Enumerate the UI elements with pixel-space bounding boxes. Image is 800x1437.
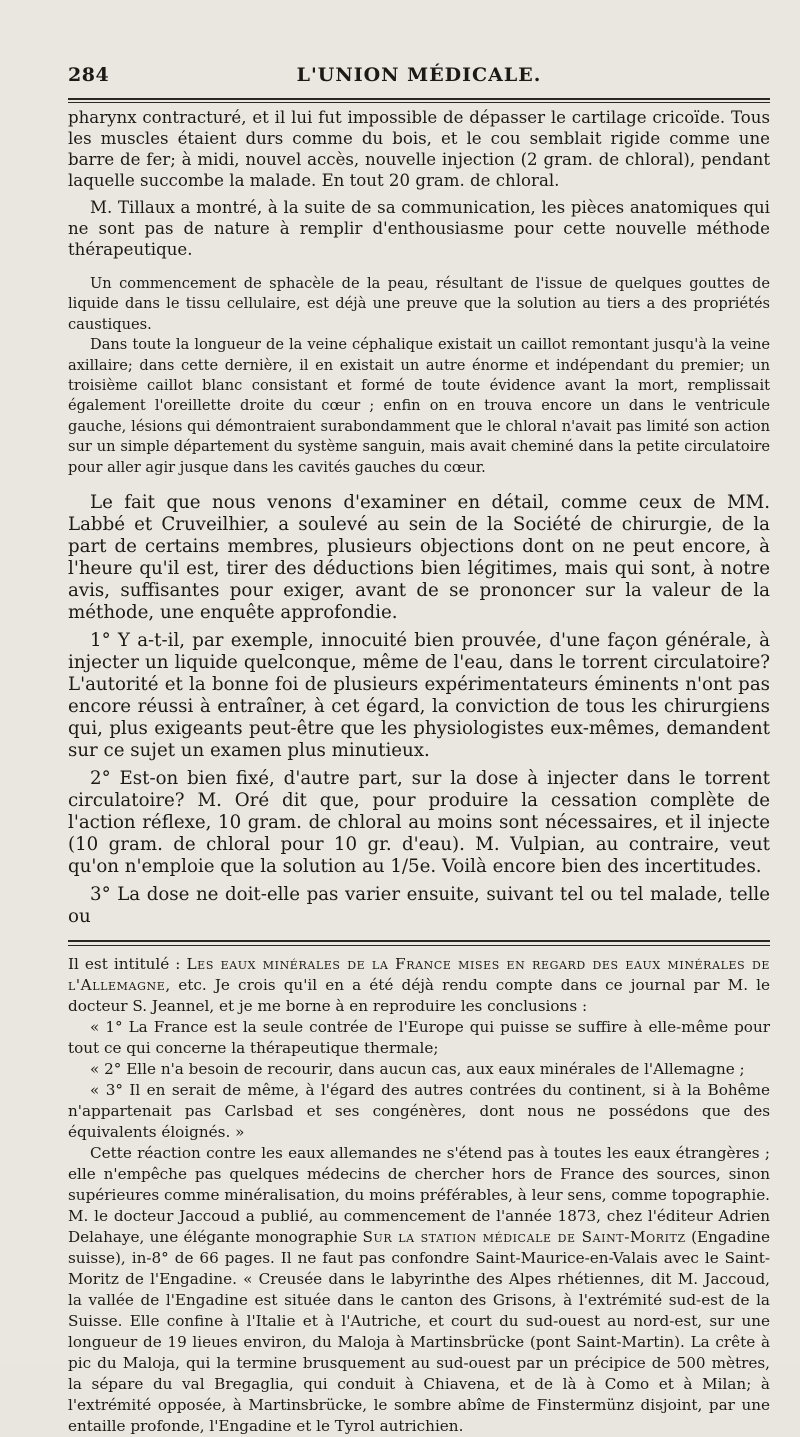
paragraph: 2° Est-on bien fixé, d'autre part, sur la dose à injecter dans le torrent circulatoire? M. Oré dit que, pour produire la cessation complète de l'action réflexe, 10 gram. de chloral au moins sont nécessaires, et il injecte (10 gram. de chloral pour 10 gr. d'eau). M. Vulpian, au contraire, veut qu'on n'emploie que la solution au 1/5e. Voilà encore bien des incertitudes. (68, 768, 770, 878)
quote-line: « 1° La France est la seule contrée de l'Europe qui puisse se suffire à elle-même pour tout ce qui concerne la thérapeutique thermale; (68, 1018, 770, 1058)
paragraph: 1° Y a-t-il, par exemple, innocuité bien prouvée, d'une façon générale, à injecter un liquide quelconque, même de l'eau, dans le torrent circulatoire? L'autorité et la bonne foi de plusieurs expérimentateurs éminents n'ont pas encore réussi à entraîner, à cet égard, la conviction de tous les chirurgiens qui, plus exigeants peut-être que les physiologistes eux-mêmes, demandent sur ce sujet un examen plus minutieux. (68, 630, 770, 762)
feuilleton-rule (68, 940, 770, 942)
book-title: Les eaux minérales de la France mises en regard des eaux minérales de l'Allemagne (68, 955, 771, 995)
note-paragraph: Un commencement de sphacèle de la peau, résultant de l'issue de quelques gouttes de liquide dans le tissu cellulaire, est déjà une preuve que la solution au tiers a des propriétés caustiques. (68, 275, 770, 333)
feuilleton-intro (68, 954, 770, 1017)
monograph-title: Sur la station médicale de Saint-Moritz (362, 1228, 686, 1247)
closing-after: (Engadine suisse), in-8° de 66 pages. Il ne faut pas confondre Saint-Maurice-en-Valais avec le Saint-Moritz de l'Engadine. « Creusée dans le labyrinthe des Alpes rhétiennes, dit M. Jaccoud, la vallée de l'Engadine est située dans le canton des Grisons, à l'extrémité sud-est de la Suisse. Elle confine à l'Italie et à l'Autriche, et court du sud-ouest au nord-est, sur une longueur de 19 lieues environ, du Maloja à Martinsbrücke (pont Saint-Martin). La crête à pic du Maloja, qui la termine brusquement au sud-ouest par un précipice de 500 mètres, la sépare du val Bregaglia, qui conduit à Chiavena, et de là à Como et à Milan; à l'extrémité opposée, à Martinsbrücke, le sombre abîme de Finstermünz disjoint, par une entaille profonde, l'Engadine et le Tyrol autrichien. (68, 1228, 770, 1436)
header-rule-thin (68, 102, 770, 103)
intro-before: Il est intitulé : (68, 955, 187, 974)
intro-after: , etc. Je crois qu'il en a été déjà rendu compte dans ce journal par M. le docteur S. Jeannel, et je me borne à en reproduire les conclusions : (68, 976, 770, 1016)
feuilleton-section (68, 954, 770, 1437)
feuilleton-paragraph (68, 1143, 770, 1437)
quote-line: « 2° Elle n'a besoin de recourir, dans aucun cas, aux eaux minérales de l'Allemagne ; (90, 1060, 745, 1079)
main-column (68, 107, 770, 928)
paragraph: M. Tillaux a montré, à la suite de sa communication, les pièces anatomiques qui ne sont pas de nature à remplir d'enthousiasme pour cette nouvelle méthode thérapeutique. (68, 198, 770, 259)
journal-title: L'UNION MÉDICALE. (296, 64, 542, 86)
page-number: 284 (68, 64, 110, 86)
paragraph: 3° La dose ne doit-elle pas varier ensuite, suivant tel ou tel malade, telle ou (68, 884, 770, 928)
feuilleton-rule-thin (68, 945, 770, 946)
note-paragraph: Dans toute la longueur de la veine céphalique existait un caillot remontant jusqu'à la veine axillaire; dans cette dernière, il en existait un autre énorme et indépendant du premier; un troisième caillot blanc consistant et formé de toute évidence avant la mort, remplissait également l'oreillette droite du cœur ; enfin on en trouva encore un dans le ventricule gauche, lésions qui démontraient surabondamment que le chloral n'avait pas limité son action sur un simple département du système sanguin, mais avait cheminé dans la petite circulatoire pour aller agir jusque dans les cavités gauches du cœur. (68, 336, 770, 476)
quote-line: « 3° Il en serait de même, à l'égard des autres contrées du continent, si à la Bohême n'appartenait pas Carlsbad et ses congénères, dont nous ne possédons que des équivalents éloignés. » (68, 1081, 770, 1142)
paragraph: pharynx contracturé, et il lui fut impossible de dépasser le cartilage cricoïde. Tous les muscles étaient durs comme du bois, et le cou semblait rigide comme une barre de fer; à midi, nouvel accès, nouvelle injection (2 gram. de chloral), pendant laquelle succombe la malade. En tout 20 gram. de chloral. (68, 108, 770, 190)
running-header (68, 0, 770, 94)
header-rule (68, 98, 770, 100)
closing-before: Cette réaction contre les eaux allemandes ne s'étend pas à toutes les eaux étrangères ; elle n'empêche pas quelques médecins de chercher hors de France des sources, sinon supérieures comme minéralisation, du moins préférables, à leur sens, comme topographie. M. le docteur Jaccoud a publié, au commencement de l'année 1873, chez l'éditeur Adrien Delahaye, une élégante monographie (68, 1144, 771, 1247)
paragraph: Le fait que nous venons d'examiner en détail, comme ceux de MM. Labbé et Cruveilhier, a soulevé au sein de la Société de chirurgie, de la part de certains membres, plusieurs objections dont on ne peut encore, à l'heure qu'il est, tirer des déductions bien légitimes, mais qui sont, à notre avis, suffisantes pour exiger, avant de se prononcer sur la valeur de la méthode, une enquête approfondie. (68, 492, 770, 624)
